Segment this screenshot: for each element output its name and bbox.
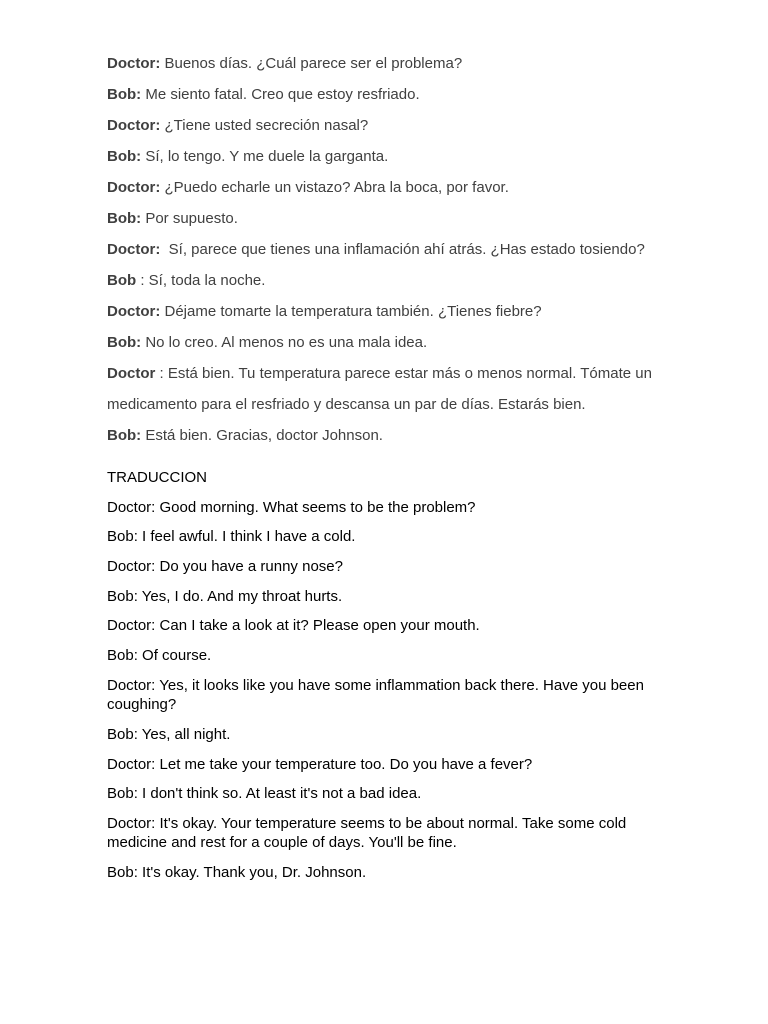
dialogue-line	[107, 141, 707, 172]
translation-line: Doctor: Let me take your temperature too. Do you have a fever?	[107, 755, 533, 773]
line-text: Por supuesto.	[141, 210, 238, 227]
line-text: Buenos días. ¿Cuál parece ser el problema?	[160, 55, 463, 72]
speaker-label: Doctor:	[107, 117, 161, 134]
dialogue-line	[107, 203, 707, 234]
speaker-label: Bob:	[107, 86, 142, 103]
dialogue-line	[107, 358, 659, 420]
line-text: : Sí, toda la noche.	[136, 272, 266, 289]
dialogue-line	[107, 265, 707, 296]
line-text: : Está bien. Tu temperatura parece estar más o menos normal. Tómate un medicamento para el resfriado y descansa un par de días. Estarás bien.	[107, 365, 652, 413]
speaker-label: Doctor:	[107, 179, 161, 196]
speaker-label: Bob:	[107, 210, 142, 227]
translation-line: Doctor: It's okay. Your temperature seems to be about normal. Take some cold medicine and rest for a couple of days. You'll be fine.	[107, 814, 627, 852]
spanish-dialogue	[107, 48, 707, 451]
speaker-label: Doctor:	[107, 303, 161, 320]
translation-line: Bob: It's okay. Thank you, Dr. Johnson.	[107, 864, 367, 882]
line-text: ¿Tiene usted secreción nasal?	[160, 117, 369, 134]
line-text: Está bien. Gracias, doctor Johnson.	[141, 427, 383, 444]
dialogue-line	[107, 79, 707, 110]
translation-line: Bob: Yes, I do. And my throat hurts.	[107, 587, 343, 605]
english-translation	[107, 468, 667, 893]
translation-line: Doctor: Good morning. What seems to be the problem?	[107, 498, 476, 516]
line-text: Déjame tomarte la temperatura también. ¿Tienes fiebre?	[160, 303, 542, 320]
translation-line: Doctor: Can I take a look at it? Please open your mouth.	[107, 617, 480, 635]
dialogue-line	[107, 48, 707, 79]
line-text: Sí, lo tengo. Y me duele la garganta.	[141, 148, 389, 165]
speaker-label: Bob:	[107, 148, 142, 165]
line-text: No lo creo. Al menos no es una mala idea.	[141, 334, 428, 351]
dialogue-line	[107, 296, 707, 327]
translation-line: Bob: Yes, all night.	[107, 725, 231, 743]
speaker-label: Doctor:	[107, 55, 161, 72]
dialogue-line	[107, 234, 707, 265]
line-text: Sí, parece que tienes una inflamación ahí atrás. ¿Has estado tosiendo?	[160, 241, 645, 258]
translation-line: Bob: I don't think so. At least it's not a bad idea.	[107, 785, 422, 803]
speaker-label: Bob	[107, 272, 137, 289]
translation-heading: TRADUCCION	[107, 469, 207, 486]
speaker-label: Bob:	[107, 427, 142, 444]
speaker-label: Bob:	[107, 334, 142, 351]
translation-line: Doctor: Yes, it looks like you have some inflammation back there. Have you been coughing?	[107, 676, 644, 714]
speaker-label: Doctor	[107, 365, 156, 382]
dialogue-line	[107, 327, 707, 358]
translation-line: Doctor: Do you have a runny nose?	[107, 557, 343, 575]
dialogue-line	[107, 172, 707, 203]
dialogue-line	[107, 110, 707, 141]
line-text: ¿Puedo echarle un vistazo? Abra la boca, por favor.	[160, 179, 509, 196]
line-text: Me siento fatal. Creo que estoy resfriado.	[141, 86, 420, 103]
translation-line: Bob: Of course.	[107, 646, 212, 664]
speaker-label: Doctor:	[107, 241, 161, 258]
translation-line: Bob: I feel awful. I think I have a cold.	[107, 528, 356, 546]
dialogue-line	[107, 420, 707, 451]
